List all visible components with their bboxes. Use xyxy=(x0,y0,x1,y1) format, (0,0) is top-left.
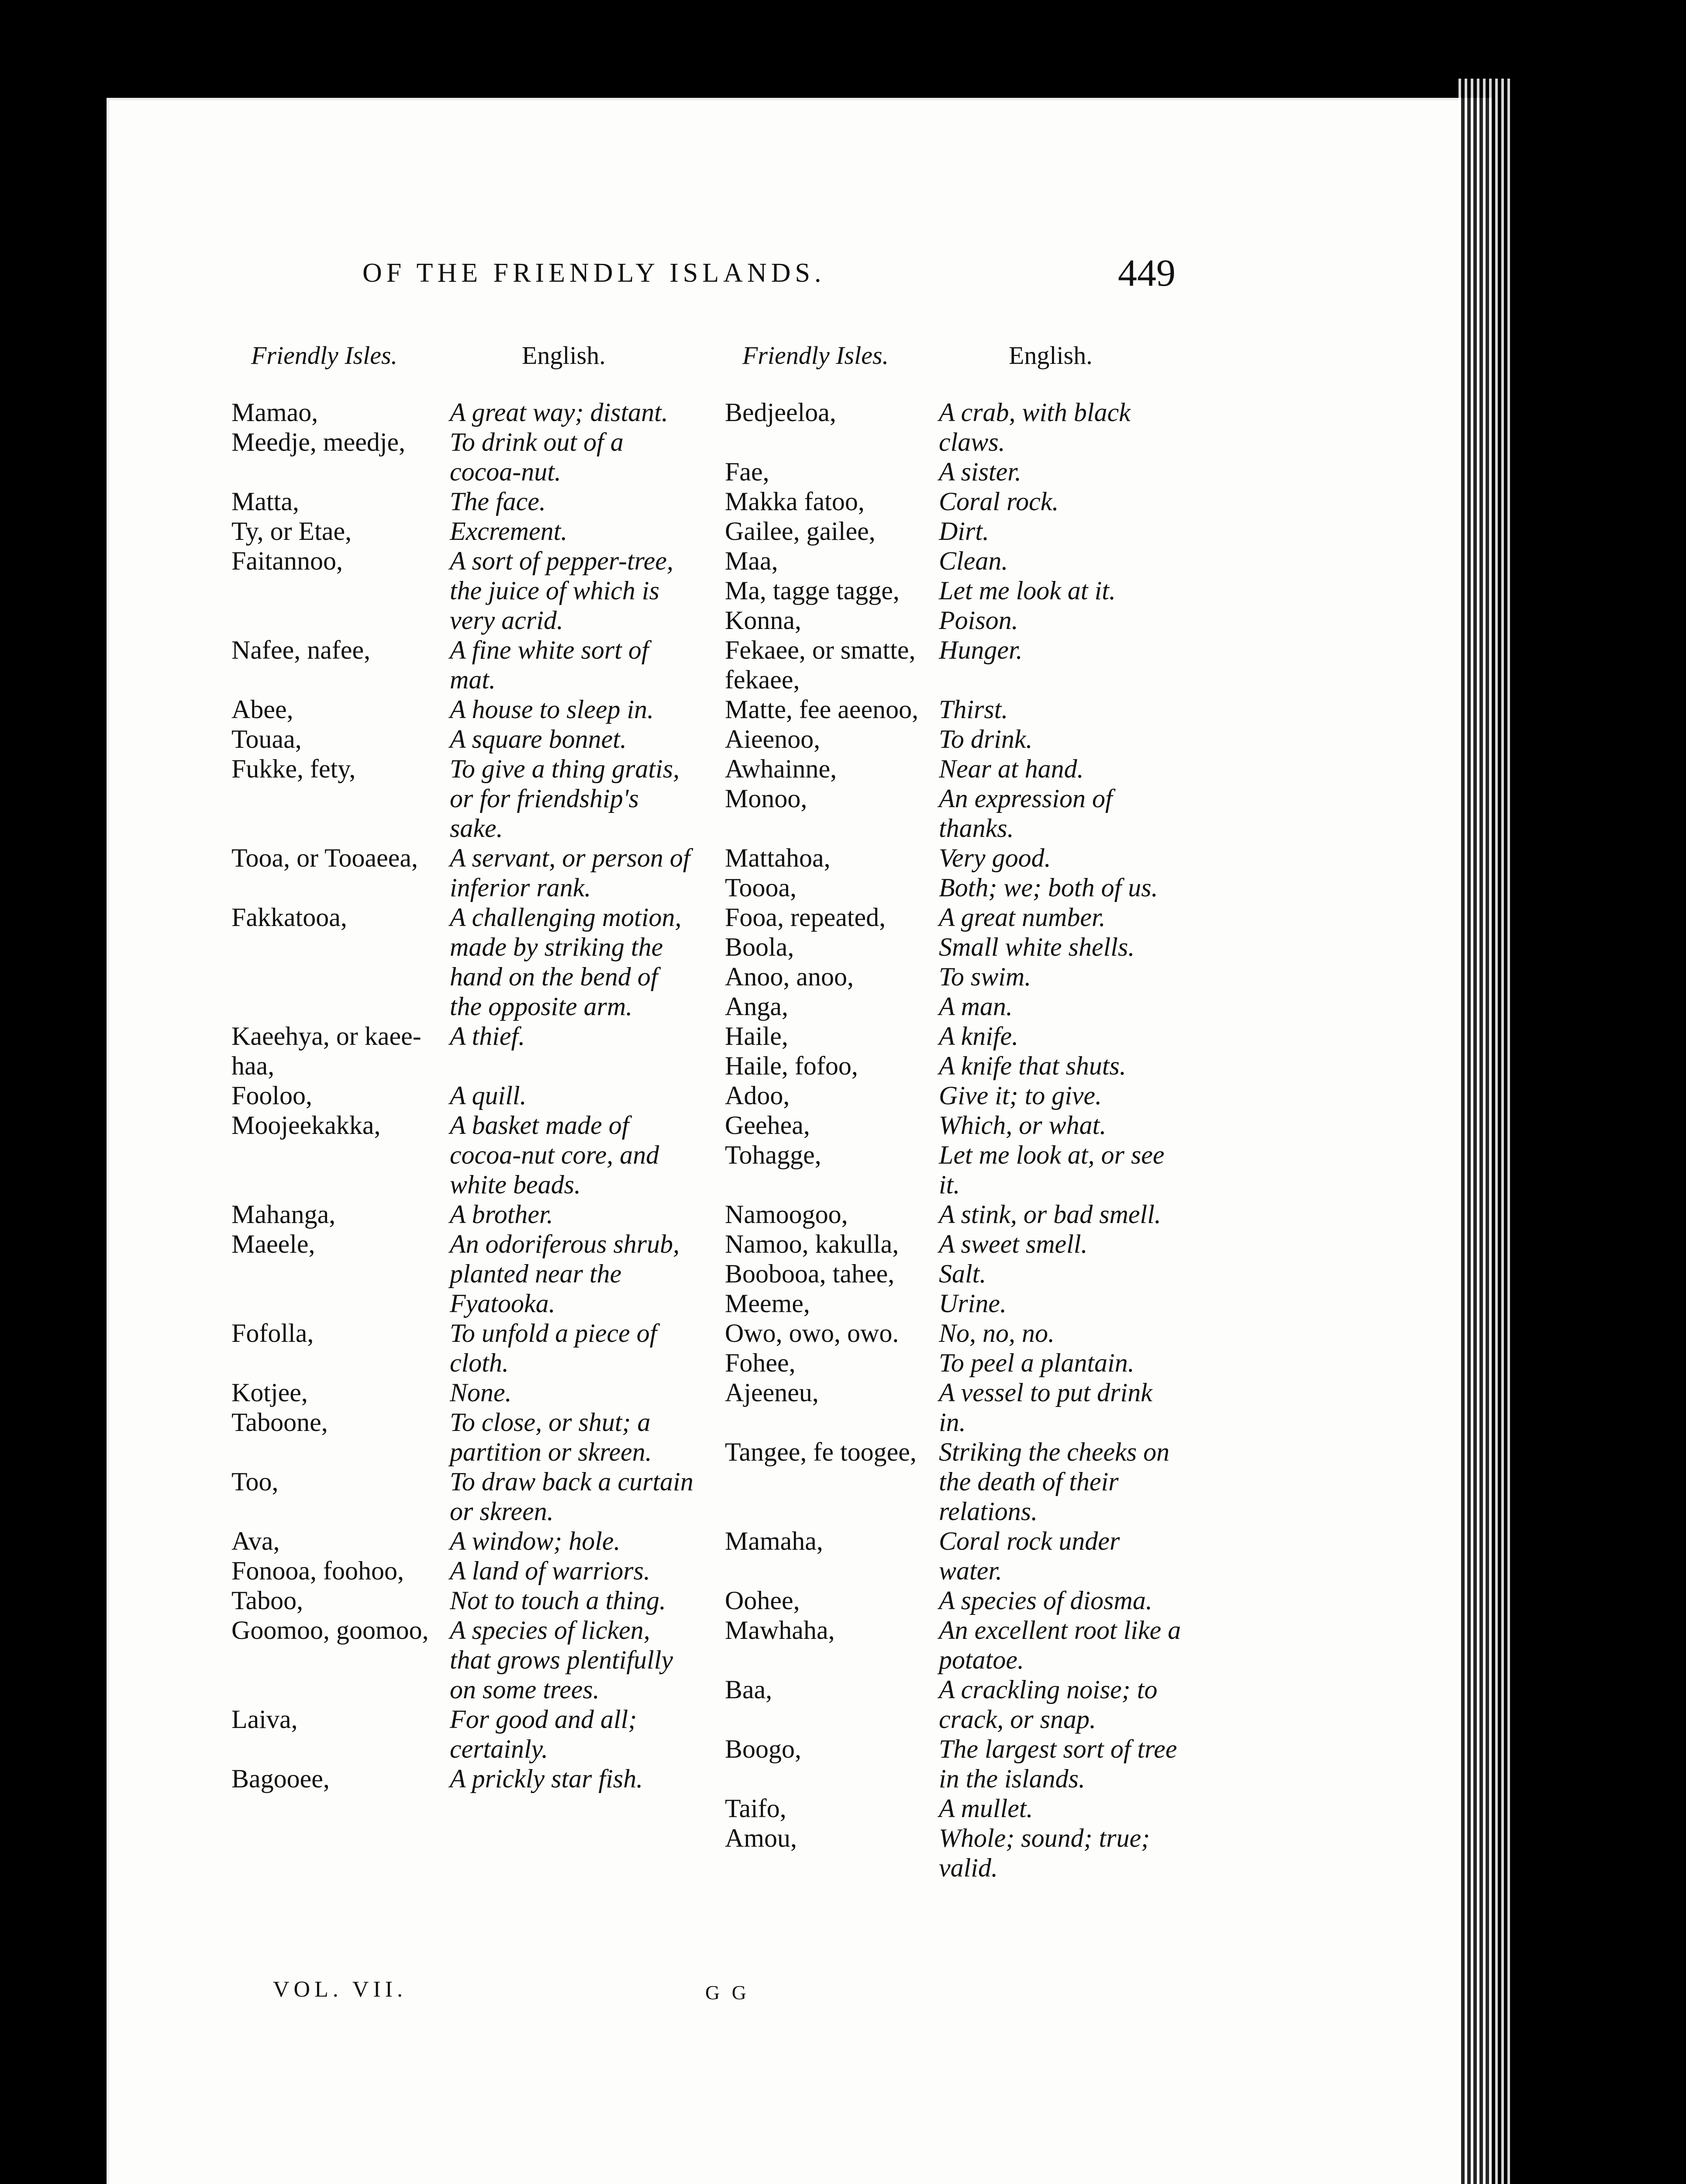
entry-definition: The face. xyxy=(450,487,546,516)
glossary-entry xyxy=(725,992,1183,1021)
right-def-header: English. xyxy=(1009,341,1093,370)
glossary-entry xyxy=(231,516,694,546)
left-term-header: Friendly Isles. xyxy=(251,341,398,370)
glossary-entry xyxy=(725,1615,1183,1675)
glossary-entry xyxy=(231,1467,694,1526)
entry-term: Monoo, xyxy=(725,784,807,813)
glossary-entry xyxy=(725,695,1183,724)
glossary-entry xyxy=(725,1734,1183,1794)
glossary-entry xyxy=(231,1021,694,1081)
entry-definition: A great number. xyxy=(939,903,1106,932)
glossary-entry xyxy=(725,576,1183,605)
entry-definition: Let me look at it. xyxy=(939,576,1116,605)
glossary-entry xyxy=(231,1586,694,1615)
entry-definition: An expression of thanks. xyxy=(939,784,1113,843)
entry-definition: A servant, or person of inferior rank. xyxy=(450,843,690,902)
entry-term: Tohagge, xyxy=(725,1140,821,1169)
glossary-entry xyxy=(231,1764,694,1794)
entry-term: Anga, xyxy=(725,992,788,1021)
glossary-entry xyxy=(231,695,694,724)
page-number: 449 xyxy=(1118,252,1176,294)
entry-definition: A crackling noise; to crack, or snap. xyxy=(939,1675,1158,1734)
entry-definition: A challenging motion, made by striking the hand on the bend of the opposite arm. xyxy=(450,903,682,1021)
entry-term: Aieenoo, xyxy=(725,725,821,753)
glossary-entry xyxy=(725,1675,1183,1734)
entry-definition: None. xyxy=(450,1378,512,1407)
glossary-entry xyxy=(231,1318,694,1378)
entry-term: Haile, fofoo, xyxy=(725,1051,858,1080)
entry-term: Matte, fee aeenoo, xyxy=(725,695,919,724)
entry-term: Mamao, xyxy=(231,398,318,427)
entry-definition: Very good. xyxy=(939,843,1051,872)
entry-term: Namoo, kakulla, xyxy=(725,1230,899,1258)
glossary-entry xyxy=(725,1318,1183,1348)
entry-definition: A knife. xyxy=(939,1022,1019,1051)
glossary-entry xyxy=(231,1081,694,1110)
glossary-entry xyxy=(725,1378,1183,1437)
entry-term: Ty, or Etae, xyxy=(231,517,352,546)
glossary-entry xyxy=(725,1081,1183,1110)
entry-term: Fooloo, xyxy=(231,1081,313,1110)
entry-definition: A knife that shuts. xyxy=(939,1051,1126,1080)
right-term-header: Friendly Isles. xyxy=(742,341,889,370)
glossary-entry xyxy=(231,1556,694,1586)
entry-term: Fofolla, xyxy=(231,1319,314,1348)
entry-definition: Let me look at, or see it. xyxy=(939,1140,1165,1199)
entry-term: Konna, xyxy=(725,606,801,635)
entry-definition: Excrement. xyxy=(450,517,568,546)
entry-definition: Hunger. xyxy=(939,636,1023,664)
entry-term: Fekaee, or smatte, fekaee, xyxy=(725,636,916,694)
glossary-entry xyxy=(231,487,694,516)
entry-term: Gailee, gailee, xyxy=(725,517,876,546)
entry-definition: A quill. xyxy=(450,1081,527,1110)
entry-definition: Give it; to give. xyxy=(939,1081,1102,1110)
glossary-entry xyxy=(725,1021,1183,1051)
glossary-entry xyxy=(725,1289,1183,1318)
entry-definition: A house to sleep in. xyxy=(450,695,654,724)
entry-term: Taboone, xyxy=(231,1408,328,1437)
entry-definition: Dirt. xyxy=(939,517,990,546)
left-glossary-column xyxy=(231,397,694,1794)
entry-definition: For good and all; certainly. xyxy=(450,1705,637,1763)
entry-term: Fooa, repeated, xyxy=(725,903,886,932)
entry-definition: Salt. xyxy=(939,1259,986,1288)
entry-term: Meedje, meedje, xyxy=(231,428,406,456)
entry-definition: A basket made of cocoa-nut core, and white beads. xyxy=(450,1111,659,1199)
glossary-entry xyxy=(231,1615,694,1704)
entry-definition: A species of diosma. xyxy=(939,1586,1152,1615)
glossary-entry xyxy=(231,724,694,754)
entry-term: Boobooa, tahee, xyxy=(725,1259,895,1288)
glossary-entry xyxy=(231,397,694,427)
entry-term: Tooa, or Tooaeea, xyxy=(231,843,418,872)
entry-term: Taifo, xyxy=(725,1794,786,1823)
entry-term: Kotjee, xyxy=(231,1378,308,1407)
glossary-entry xyxy=(725,784,1183,843)
entry-definition: Poison. xyxy=(939,606,1018,635)
entry-term: Fakkatooa, xyxy=(231,903,347,932)
entry-term: Matta, xyxy=(231,487,299,516)
glossary-entry xyxy=(725,1586,1183,1615)
entry-term: Taboo, xyxy=(231,1586,303,1615)
entry-term: Ma, tagge tagge, xyxy=(725,576,900,605)
entry-term: Too, xyxy=(231,1467,279,1496)
entry-term: Meeme, xyxy=(725,1289,810,1318)
entry-definition: A square bonnet. xyxy=(450,725,627,753)
glossary-entry xyxy=(231,754,694,843)
entry-definition: A sister. xyxy=(939,457,1021,486)
entry-definition: To drink. xyxy=(939,725,1033,753)
entry-term: Bagooee, xyxy=(231,1764,330,1793)
entry-definition: Coral rock under water. xyxy=(939,1527,1120,1585)
entry-term: Nafee, nafee, xyxy=(231,636,371,664)
entry-term: Mahanga, xyxy=(231,1200,336,1229)
entry-definition: To swim. xyxy=(939,962,1031,991)
signature-mark: G G xyxy=(705,1981,750,2004)
entry-term: Laiva, xyxy=(231,1705,298,1734)
entry-definition: To give a thing gratis, or for friendship's sake. xyxy=(450,754,680,843)
entry-term: Anoo, anoo, xyxy=(725,962,854,991)
entry-term: Ava, xyxy=(231,1527,280,1555)
glossary-entry xyxy=(231,635,694,695)
entry-term: Fae, xyxy=(725,457,769,486)
entry-term: Amou, xyxy=(725,1824,797,1852)
entry-term: Ajeeneu, xyxy=(725,1378,819,1407)
entry-term: Mamaha, xyxy=(725,1527,823,1555)
entry-term: Maeele, xyxy=(231,1230,315,1258)
entry-definition: To drink out of a cocoa-nut. xyxy=(450,428,624,486)
entry-definition: A stink, or bad smell. xyxy=(939,1200,1161,1229)
entry-definition: Coral rock. xyxy=(939,487,1059,516)
glossary-entry xyxy=(725,1199,1183,1229)
glossary-entry xyxy=(725,1437,1183,1526)
entry-definition: Not to touch a thing. xyxy=(450,1586,666,1615)
glossary-entry xyxy=(231,427,694,487)
entry-term: Oohee, xyxy=(725,1586,800,1615)
entry-definition: A prickly star fish. xyxy=(450,1764,643,1793)
entry-definition: A brother. xyxy=(450,1200,553,1229)
glossary-entry xyxy=(725,1051,1183,1081)
entry-definition: To draw back a curtain or skreen. xyxy=(450,1467,693,1526)
entry-definition: Whole; sound; true; valid. xyxy=(939,1824,1150,1882)
glossary-entry xyxy=(231,1110,694,1199)
entry-definition: Small white shells. xyxy=(939,933,1135,961)
entry-term: Fukke, fety, xyxy=(231,754,356,783)
glossary-entry xyxy=(725,1140,1183,1199)
glossary-entry xyxy=(231,843,694,902)
glossary-entry xyxy=(231,1526,694,1556)
entry-definition: Striking the cheeks on the death of their relations. xyxy=(939,1438,1170,1526)
entry-definition: Urine. xyxy=(939,1289,1007,1318)
glossary-entry xyxy=(725,902,1183,932)
entry-definition: A land of warriors. xyxy=(450,1556,650,1585)
entry-definition: A sort of pepper-tree, the juice of which is very acrid. xyxy=(450,546,674,635)
glossary-entry xyxy=(725,1526,1183,1586)
glossary-entry xyxy=(231,1229,694,1318)
entry-definition: A thief. xyxy=(450,1022,525,1051)
entry-term: Maa, xyxy=(725,546,778,575)
entry-definition: An excellent root like a potatoe. xyxy=(939,1616,1181,1674)
entry-term: Moojeekakka, xyxy=(231,1111,381,1140)
entry-term: Awhainne, xyxy=(725,754,837,783)
entry-term: Baa, xyxy=(725,1675,772,1704)
entry-definition: A vessel to put drink in. xyxy=(939,1378,1152,1437)
entry-term: Geehea, xyxy=(725,1111,810,1140)
glossary-entry xyxy=(231,546,694,635)
entry-term: Kaeehya, or kaee-haa, xyxy=(231,1022,421,1080)
entry-definition: An odoriferous shrub, planted near the Fyatooka. xyxy=(450,1230,680,1318)
glossary-entry xyxy=(725,754,1183,784)
entry-term: Toooa, xyxy=(725,873,797,902)
entry-definition: Near at hand. xyxy=(939,754,1084,783)
entry-definition: To peel a plantain. xyxy=(939,1348,1134,1377)
volume-label: VOL. VII. xyxy=(273,1977,407,2002)
entry-definition: A man. xyxy=(939,992,1013,1021)
entry-definition: A great way; distant. xyxy=(450,398,668,427)
glossary-entry xyxy=(231,1407,694,1467)
entry-definition: A fine white sort of mat. xyxy=(450,636,649,694)
entry-term: Mawhaha, xyxy=(725,1616,835,1645)
glossary-entry xyxy=(725,1259,1183,1289)
entry-term: Haile, xyxy=(725,1022,788,1051)
glossary-entry xyxy=(725,605,1183,635)
glossary-entry xyxy=(725,1823,1183,1883)
glossary-entry xyxy=(725,546,1183,576)
entry-definition: Both; we; both of us. xyxy=(939,873,1158,902)
entry-definition: Thirst. xyxy=(939,695,1008,724)
entry-definition: To unfold a piece of cloth. xyxy=(450,1319,657,1377)
glossary-entry xyxy=(231,1199,694,1229)
entry-term: Adoo, xyxy=(725,1081,790,1110)
entry-term: Faitannoo, xyxy=(231,546,343,575)
glossary-entry xyxy=(231,1378,694,1407)
entry-definition: A species of licken, that grows plentifully on some trees. xyxy=(450,1616,673,1704)
glossary-entry xyxy=(231,1704,694,1764)
glossary-entry xyxy=(725,1110,1183,1140)
entry-definition: Which, or what. xyxy=(939,1111,1107,1140)
left-def-header: English. xyxy=(522,341,606,370)
entry-term: Touaa, xyxy=(231,725,302,753)
entry-definition: Clean. xyxy=(939,546,1008,575)
glossary-entry xyxy=(725,635,1183,695)
page-edge xyxy=(1458,79,1511,2184)
glossary-entry xyxy=(725,1794,1183,1823)
entry-term: Bedjeeloa, xyxy=(725,398,836,427)
glossary-entry xyxy=(231,902,694,1021)
right-glossary-column xyxy=(725,397,1183,1883)
entry-term: Abee, xyxy=(231,695,293,724)
entry-definition: The largest sort of tree in the islands. xyxy=(939,1735,1177,1793)
glossary-entry xyxy=(725,487,1183,516)
glossary-entry xyxy=(725,873,1183,902)
entry-definition: No, no, no. xyxy=(939,1319,1055,1348)
entry-term: Boola, xyxy=(725,933,794,961)
entry-term: Goomoo, goomoo, xyxy=(231,1616,429,1645)
glossary-entry xyxy=(725,962,1183,992)
entry-definition: A window; hole. xyxy=(450,1527,621,1555)
glossary-entry xyxy=(725,516,1183,546)
glossary-entry xyxy=(725,932,1183,962)
glossary-entry xyxy=(725,724,1183,754)
entry-term: Fonooa, foohoo, xyxy=(231,1556,404,1585)
entry-term: Owo, owo, owo. xyxy=(725,1319,899,1348)
entry-term: Makka fatoo, xyxy=(725,487,865,516)
entry-term: Fohee, xyxy=(725,1348,796,1377)
entry-definition: A mullet. xyxy=(939,1794,1033,1823)
entry-definition: To close, or shut; a partition or skreen. xyxy=(450,1408,652,1466)
glossary-entry xyxy=(725,1229,1183,1259)
glossary-entry xyxy=(725,1348,1183,1378)
glossary-entry xyxy=(725,843,1183,873)
running-head: OF THE FRIENDLY ISLANDS. xyxy=(362,258,826,288)
entry-term: Namoogoo, xyxy=(725,1200,848,1229)
entry-definition: A crab, with black claws. xyxy=(939,398,1131,456)
entry-definition: A sweet smell. xyxy=(939,1230,1088,1258)
entry-term: Mattahoa, xyxy=(725,843,831,872)
entry-term: Boogo, xyxy=(725,1735,802,1763)
glossary-entry xyxy=(725,397,1183,457)
entry-term: Tangee, fe toogee, xyxy=(725,1438,917,1466)
glossary-entry xyxy=(725,457,1183,487)
